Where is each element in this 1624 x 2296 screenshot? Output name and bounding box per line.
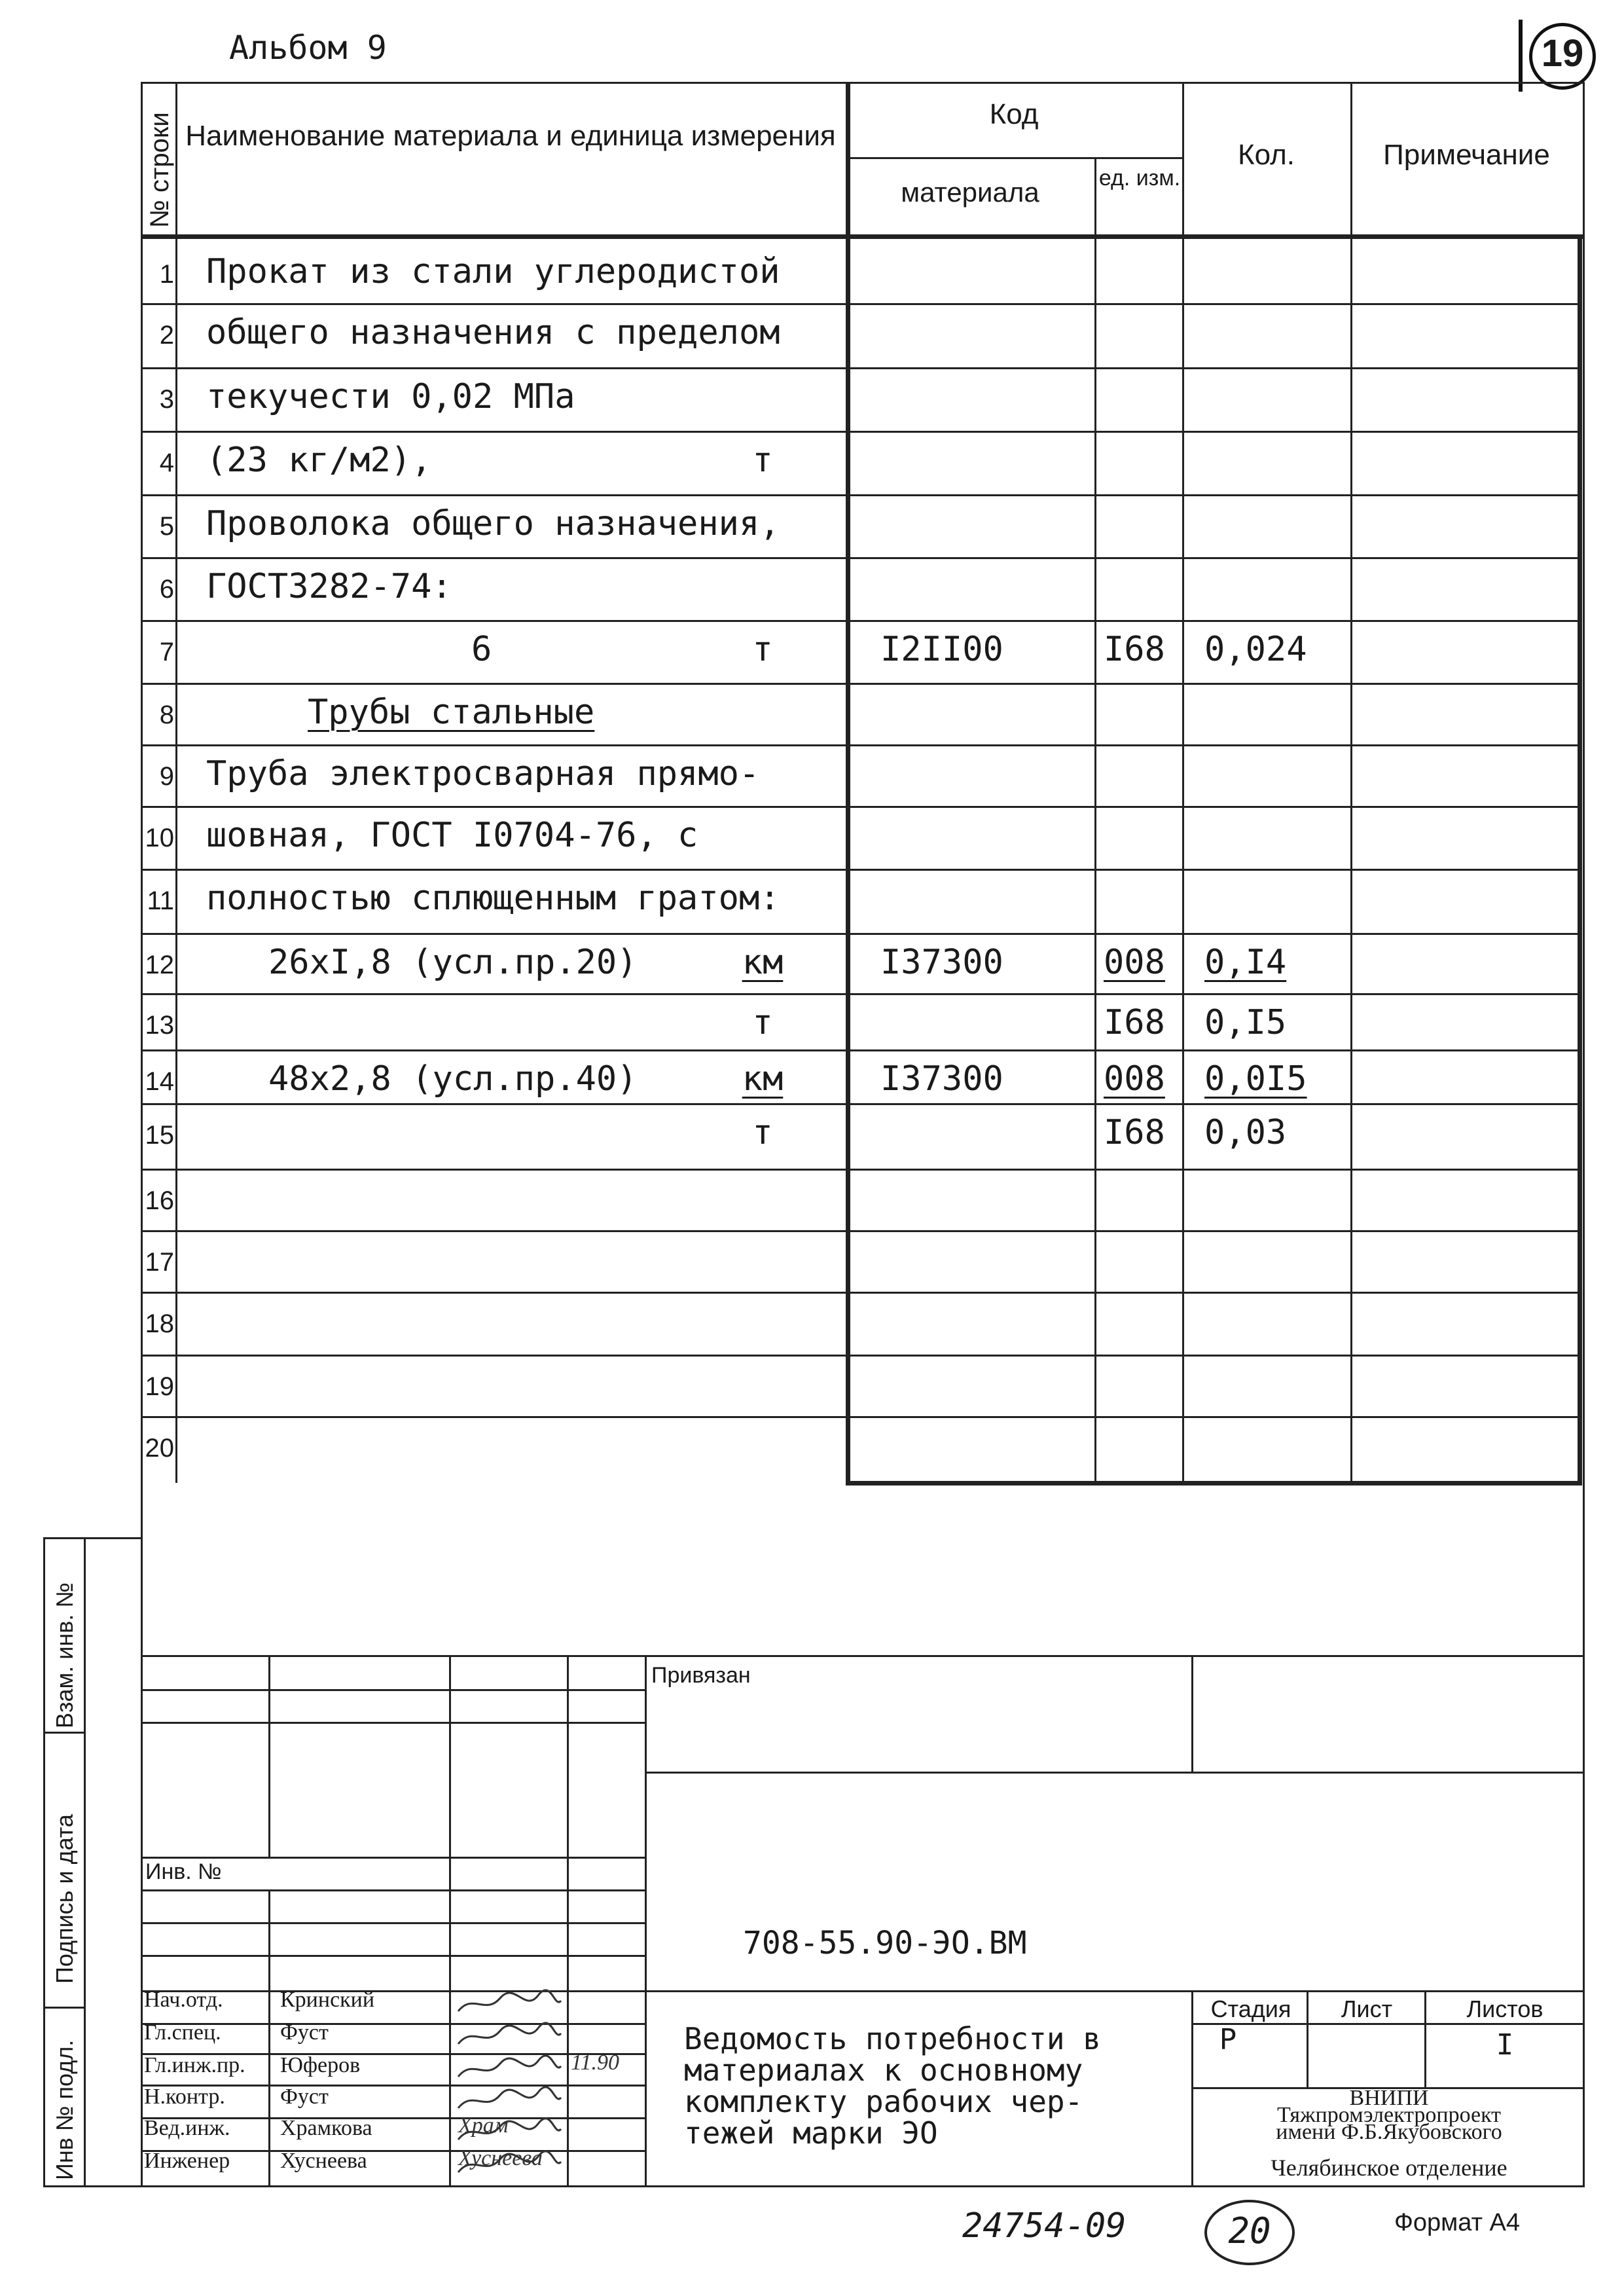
material-code: I37300	[880, 1059, 1003, 1099]
unit-code: I68	[1104, 1113, 1165, 1152]
side-outer-line	[43, 1537, 45, 2185]
material-name: Проволока общего назначения,	[206, 504, 780, 543]
col-qty-line	[1182, 82, 1184, 1483]
unit-code: I68	[1104, 630, 1165, 669]
staff-name: Фуст	[280, 2085, 329, 2109]
col-note-line	[1350, 82, 1352, 1483]
signature-scribble	[453, 2054, 564, 2083]
title-line: комплекту рабочих чер-	[684, 2084, 1083, 2119]
sheets-value: I	[1496, 2028, 1514, 2062]
code-header: Код	[989, 98, 1039, 130]
inv-no-label: Инв. №	[145, 1859, 222, 1884]
quantity: 0,03	[1204, 1113, 1287, 1152]
tb-line	[141, 1857, 645, 1859]
quantity: 0,I4	[1204, 943, 1287, 982]
organization	[1195, 2086, 1583, 2144]
org-line: ВНИПИ	[1349, 2086, 1429, 2110]
code-sub-line	[846, 157, 1182, 159]
material-name: Труба электросварная прямо-	[206, 754, 760, 793]
tb-line	[141, 1722, 645, 1724]
material-name: текучести 0,02 МПа	[206, 377, 575, 416]
row-number: 1	[159, 260, 174, 289]
row-line	[141, 933, 1578, 935]
unit: км	[742, 1059, 784, 1099]
unit: т	[752, 1003, 773, 1042]
tb-vline	[1424, 1990, 1426, 2087]
row-line	[141, 1355, 1578, 1357]
row-number: 8	[159, 701, 174, 729]
unit: т	[752, 441, 773, 480]
row-line	[141, 744, 1578, 746]
staff-name: Храмкова	[280, 2116, 372, 2140]
document-code: 708-55.90-ЭО.ВМ	[743, 1925, 1027, 1961]
circled-number-mark	[1204, 2200, 1295, 2265]
row-number: 10	[145, 824, 174, 852]
staff-name: Юферов	[280, 2053, 361, 2077]
signature-scribble	[453, 2117, 564, 2146]
signature-scribble	[453, 2022, 564, 2050]
quantity: 0,0I5	[1204, 1059, 1307, 1099]
row-line	[141, 1169, 1578, 1171]
side-inner-line	[84, 1537, 86, 2185]
row-line	[141, 993, 1578, 995]
material-name: полностью сплющенным гратом:	[206, 879, 780, 918]
staff-role: Нач.отд.	[144, 1988, 223, 2012]
staff-name: Фуст	[280, 2020, 329, 2045]
frame-left-lower-line	[141, 1537, 143, 2185]
signature-scribble	[453, 2150, 564, 2179]
staff-role: Инженер	[144, 2149, 230, 2173]
row-line	[141, 431, 1578, 433]
signature-scribble	[453, 1989, 564, 2018]
quantity: 0,024	[1204, 630, 1307, 669]
col-rownum-line	[175, 82, 177, 1483]
header-bottom-line	[141, 234, 1585, 239]
material-name: общего назначения с пределом	[206, 313, 780, 352]
org-line: имени Ф.Б.Якубовского	[1276, 2120, 1502, 2144]
sheet-label: Лист	[1341, 1995, 1393, 2022]
sheets-label: Листов	[1466, 1995, 1543, 2022]
tb-vline	[268, 1655, 270, 1858]
side-line	[43, 1537, 141, 1539]
row-no-header: № строки	[145, 112, 174, 228]
title-line: материалах к основному	[684, 2052, 1083, 2088]
row-number: 5	[159, 512, 174, 541]
row-line	[141, 869, 1578, 871]
page-bottom-line	[43, 2185, 1585, 2187]
staff-date: 11.90	[571, 2050, 619, 2075]
row-number: 12	[145, 951, 174, 979]
staff-role: Гл.спец.	[144, 2020, 221, 2045]
tb-line	[645, 1990, 1585, 1992]
material-code: I2II00	[880, 630, 1003, 669]
row-number: 14	[145, 1067, 174, 1096]
material-name: шовная, ГОСТ I0704-76, с	[206, 816, 698, 855]
row-number: 2	[159, 321, 174, 350]
row-line	[141, 1230, 1578, 1232]
title-line: Ведомость потребности в	[684, 2021, 1101, 2056]
side-label-inv-podl: Инв № подл.	[51, 2039, 78, 2180]
side-label-vzam: Взам. инв. №	[51, 1582, 78, 1728]
tb-vline	[268, 1889, 270, 2185]
staff-name: Хуснеева	[280, 2149, 367, 2173]
material-name: 48х2,8 (усл.пр.40)	[268, 1059, 638, 1099]
row-line	[141, 1103, 1578, 1105]
staff-role: Гл.инж.пр.	[144, 2053, 245, 2077]
quantity: 0,I5	[1204, 1003, 1287, 1042]
material-code: I37300	[880, 943, 1003, 982]
tb-line	[645, 1772, 1585, 1774]
row-number: 9	[159, 762, 174, 791]
row-line	[141, 494, 1578, 496]
material-name: Прокат из стали углеродистой	[206, 252, 780, 291]
qty-header: Кол.	[1237, 139, 1295, 171]
row-number: 3	[159, 385, 174, 414]
circled-number: 20	[1228, 2210, 1271, 2251]
row-number: 6	[159, 575, 174, 604]
row-number: 15	[145, 1121, 174, 1150]
staff-name: Кринский	[280, 1988, 375, 2012]
staff-signature: Хуснеева	[458, 2146, 543, 2170]
archive-number: 24754-09	[962, 2206, 1127, 2246]
album-label: Альбом 9	[229, 29, 387, 67]
side-label-podpis: Подпись и дата	[51, 1814, 78, 1984]
page-number: 19	[1541, 32, 1584, 75]
side-line	[43, 1732, 84, 1734]
signature-scribble	[453, 2086, 564, 2115]
tb-line	[141, 1655, 1585, 1657]
unit: т	[752, 630, 773, 669]
organization-branch: Челябинское отделение	[1271, 2155, 1507, 2181]
tb-vline	[645, 1655, 647, 2185]
col-unitcode-line	[1094, 157, 1096, 1483]
row-number: 16	[145, 1186, 174, 1215]
tb-line	[141, 1955, 645, 1957]
col-code-line	[846, 82, 850, 1484]
org-line: Тяжпромэлектропроект	[1276, 2103, 1502, 2127]
col-right-bold-line	[1578, 234, 1582, 1485]
unit: т	[752, 1113, 773, 1152]
frame-right-line	[1583, 82, 1585, 1542]
row-number: 19	[145, 1372, 174, 1401]
row-number: 4	[159, 448, 174, 477]
header-top-line	[141, 82, 1585, 84]
tb-vline	[567, 1655, 569, 2185]
stage-value: Р	[1219, 2023, 1237, 2056]
tb-line	[141, 1922, 645, 1924]
material-name: Трубы стальные	[308, 693, 595, 732]
note-header: Примечание	[1383, 139, 1550, 171]
row-number: 11	[147, 886, 174, 915]
row-line	[141, 620, 1578, 622]
staff-role: Н.контр.	[144, 2085, 225, 2109]
tb-vline	[449, 1655, 451, 2185]
row-number: 17	[145, 1248, 174, 1277]
tb-line	[141, 1889, 645, 1891]
tb-line	[141, 1689, 645, 1691]
unit-code: 008	[1104, 943, 1165, 982]
row-line	[141, 806, 1578, 808]
stage-label: Стадия	[1210, 1995, 1291, 2022]
material-name: 26хI,8 (усл.пр.20)	[268, 943, 638, 982]
row-number: 18	[145, 1309, 174, 1338]
unit: км	[742, 943, 784, 982]
material-name: 6	[471, 630, 492, 669]
row-line	[141, 557, 1578, 559]
table-bottom-bold-line	[846, 1481, 1582, 1485]
material-code-header: материала	[901, 177, 1039, 208]
staff-signature: Храм	[458, 2113, 509, 2138]
material-name: (23 кг/м2),	[206, 441, 432, 480]
row-line	[141, 1416, 1578, 1418]
row-number: 13	[145, 1011, 174, 1040]
privyazan-label: Привязан	[651, 1663, 751, 1688]
row-line	[141, 683, 1578, 685]
name-header: Наименование материала и единица измерения	[185, 120, 836, 152]
row-number: 7	[159, 638, 174, 666]
unit-code: 008	[1104, 1059, 1165, 1099]
unit-code: I68	[1104, 1003, 1165, 1042]
document-title	[684, 2023, 1101, 2149]
tb-vline	[1191, 1990, 1193, 2185]
row-line	[141, 367, 1578, 369]
title-line: тежей марки ЭО	[684, 2115, 938, 2151]
material-name: ГОСТ3282-74:	[206, 567, 452, 606]
format-label: Формат А4	[1394, 2209, 1521, 2236]
row-line	[141, 1049, 1578, 1051]
staff-role: Вед.инж.	[144, 2116, 230, 2140]
side-line	[43, 2007, 84, 2009]
frame-right-lower-line	[1583, 1486, 1585, 2185]
unit-code-header: ед. изм.	[1098, 166, 1181, 191]
tb-vline	[1191, 1655, 1193, 1772]
page-number-mark	[1519, 20, 1597, 92]
row-line	[141, 303, 1578, 305]
tb-vline	[1307, 1990, 1308, 2087]
row-number: 20	[145, 1434, 174, 1463]
row-line	[141, 1292, 1578, 1294]
